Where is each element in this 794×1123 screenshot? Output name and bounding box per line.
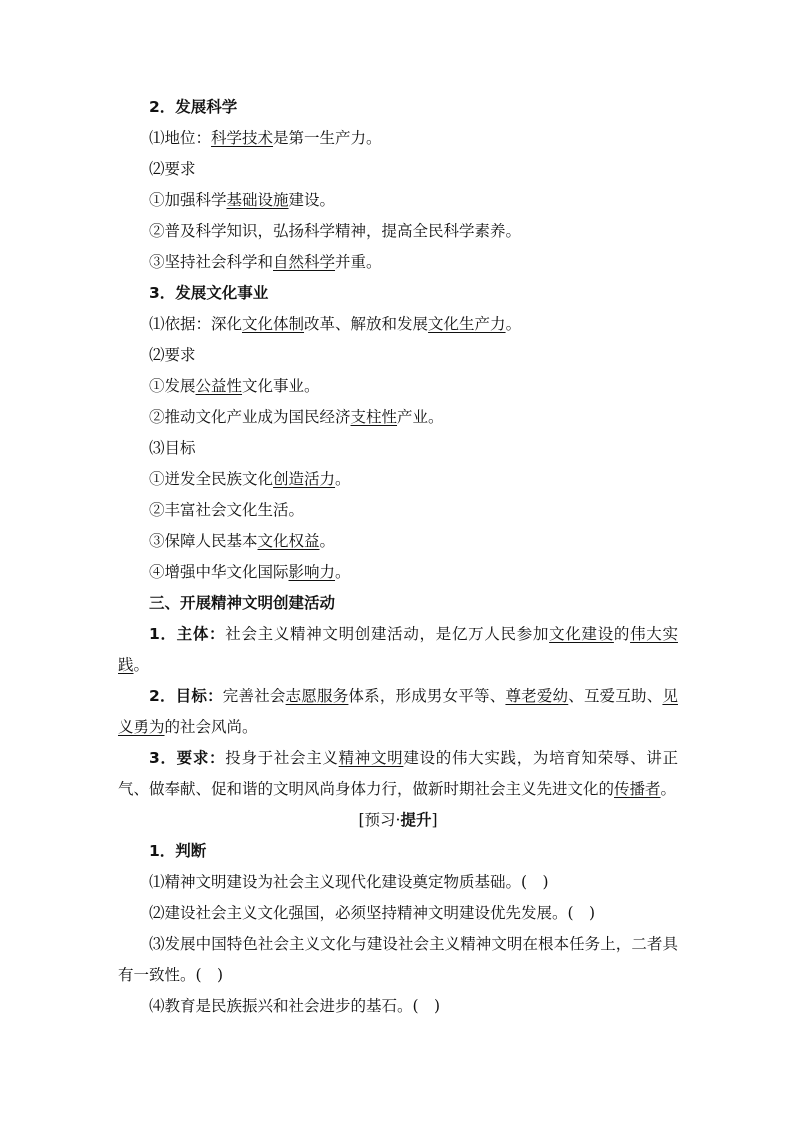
text-fragment: 建设。 <box>288 191 336 209</box>
text-fragment: 产业。 <box>397 408 444 426</box>
text-fragment: 提升 <box>400 811 432 829</box>
underlined-term: 自然科学 <box>273 253 336 271</box>
text-fragment: ①加强科学 <box>149 191 227 209</box>
section-heading-develop-culture: 3．发展文化事业 <box>149 284 269 302</box>
underlined-term: 创造活力 <box>273 470 336 488</box>
judge-heading: 1．判断 <box>149 842 207 860</box>
text-fragment: 并重。 <box>335 253 382 271</box>
paragraph-label: 3．要求： <box>149 749 226 767</box>
culture-goal-3 <box>118 526 678 557</box>
text-fragment: 。 <box>335 563 351 581</box>
culture-basis-line <box>118 309 678 340</box>
underlined-term: 基础设施 <box>226 191 289 209</box>
culture-goal-label: ⑶目标 <box>149 439 196 457</box>
text-fragment: 。 <box>660 780 677 798</box>
science-requirement-3 <box>118 247 678 278</box>
text-fragment: 完善社会 <box>222 687 286 705</box>
text-fragment: 。 <box>319 532 336 550</box>
science-requirement-2: ②普及科学知识，弘扬科学精神，提高全民科学素养。 <box>149 222 522 240</box>
underlined-term: 文化建设 <box>549 625 614 643</box>
underlined-term: 科学技术 <box>211 129 274 147</box>
underlined-term: 支柱性 <box>350 408 398 426</box>
document-content <box>118 92 678 1022</box>
underlined-term: 公益性 <box>195 377 243 395</box>
text-fragment: ⑴依据：深化 <box>149 315 243 333</box>
text-fragment: 是第一生产力。 <box>273 129 382 147</box>
text-fragment: 体系，形成男女平等、 <box>348 687 506 705</box>
text-fragment: 投身于社会主义 <box>225 749 339 767</box>
text-fragment: ] <box>431 811 438 829</box>
underlined-term: 见义勇为 <box>118 687 678 736</box>
text-fragment: ①迸发全民族文化 <box>149 470 274 488</box>
text-fragment: 。 <box>335 470 351 488</box>
text-fragment: ③保障人民基本 <box>149 532 258 550</box>
judge-question-3: ⑶发展中国特色社会主义文化与建设社会主义精神文明在根本任务上，二者具有一致性。( ) <box>118 935 678 984</box>
underlined-term: 文化权益 <box>257 532 320 550</box>
preview-section-title <box>118 805 678 836</box>
section-heading-develop-science: 2．发展科学 <box>149 98 238 116</box>
science-status-line <box>118 123 678 154</box>
text-fragment: 。 <box>505 315 522 333</box>
culture-requirement-2 <box>118 402 678 433</box>
text-fragment: ②推动文化产业成为国民经济 <box>149 408 351 426</box>
text-fragment: ①发展 <box>149 377 196 395</box>
underlined-term: 精神文明 <box>338 749 404 767</box>
underlined-term: 文化生产力 <box>428 315 506 333</box>
text-fragment: 改革、解放和发展 <box>304 315 429 333</box>
text-fragment: 建设的伟大实践，为培育知荣辱、讲正气、做奉献、促和谐的文明风尚身体力行，做新时期社会主义先进文化的 <box>118 749 678 798</box>
text-fragment: 的社会风尚。 <box>164 718 258 736</box>
judge-question-1: ⑴精神文明建设为社会主义现代化建设奠定物质基础。( ) <box>149 873 549 891</box>
underlined-term: 文化体制 <box>242 315 305 333</box>
text-fragment: [预习· <box>358 811 401 829</box>
part-heading-civilization-activities: 三、开展精神文明创建活动 <box>149 594 336 612</box>
culture-requirement-1 <box>118 371 678 402</box>
judge-question-4: ⑷教育是民族振兴和社会进步的基石。( ) <box>149 997 441 1015</box>
underlined-term: 影响力 <box>288 563 336 581</box>
paragraph-requirement <box>118 743 678 805</box>
text-fragment: ③坚持社会科学和 <box>149 253 274 271</box>
culture-goal-1 <box>118 464 678 495</box>
underlined-term: 尊老爱幼 <box>505 687 569 705</box>
underlined-term: 伟大实践 <box>118 625 678 674</box>
science-requirement-label: ⑵要求 <box>149 160 196 178</box>
science-requirement-1 <box>118 185 678 216</box>
culture-goal-2: ②丰富社会文化生活。 <box>149 501 305 519</box>
paragraph-label: 1．主体： <box>149 625 226 643</box>
text-fragment: ④增强中华文化国际 <box>149 563 289 581</box>
underlined-term: 传播者 <box>614 780 661 798</box>
underlined-term: 志愿服务 <box>285 687 349 705</box>
paragraph-goal <box>118 681 678 743</box>
text-fragment: 、互爱互助、 <box>568 687 663 705</box>
culture-goal-4 <box>118 557 678 588</box>
text-fragment: 。 <box>133 656 150 674</box>
text-fragment: 文化事业。 <box>242 377 320 395</box>
text-fragment: ⑴地位： <box>149 129 212 147</box>
culture-requirement-label: ⑵要求 <box>149 346 196 364</box>
paragraph-subject <box>118 619 678 681</box>
paragraph-label: 2．目标： <box>149 687 223 705</box>
judge-question-2: ⑵建设社会主义文化强国，必须坚持精神文明建设优先发展。( ) <box>149 904 596 922</box>
text-fragment: 社会主义精神文明创建活动，是亿万人民参加 <box>225 625 550 643</box>
text-fragment: 的 <box>613 625 631 643</box>
